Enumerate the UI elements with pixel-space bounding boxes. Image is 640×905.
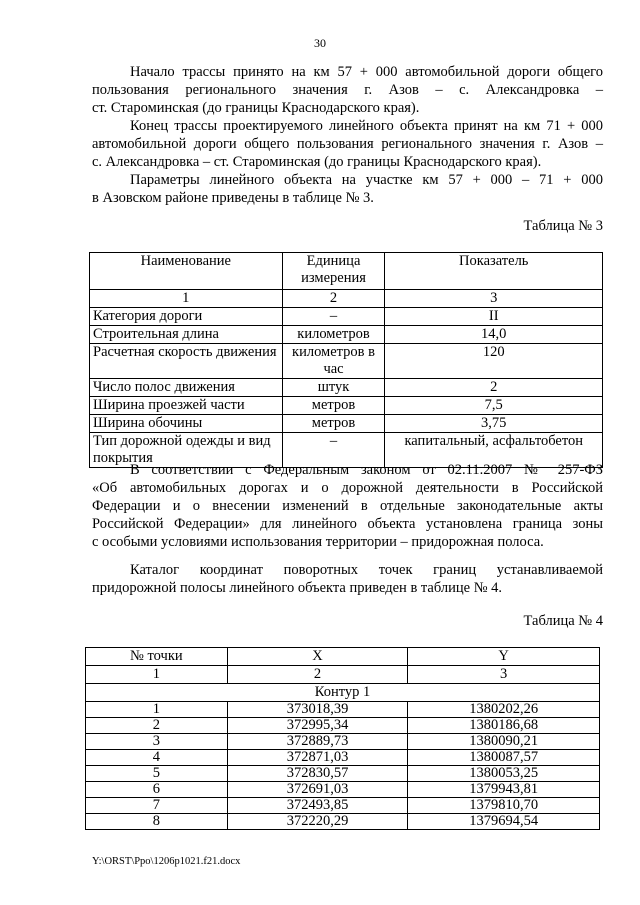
- param-name: Категория дороги: [90, 308, 283, 326]
- header-value: Показатель: [385, 253, 603, 290]
- param-name: Тип дорожной одежды и вид покрытия: [90, 433, 283, 468]
- x-coordinate: 372830,57: [227, 766, 408, 782]
- x-coordinate: 372995,34: [227, 718, 408, 734]
- text-line: Каталог координат поворотных точек границ устанавливаемой: [130, 562, 603, 578]
- text-line: придорожной полосы линейного объекта приведен в таблице № 4.: [92, 580, 503, 596]
- param-value: 2: [385, 379, 603, 397]
- table-row: [86, 814, 600, 830]
- x-coordinate: 372493,85: [227, 798, 408, 814]
- text-line: с. Александровка – ст. Староминская (до границы Краснодарского края).: [92, 154, 542, 170]
- table-row: [86, 798, 600, 814]
- point-number: 2: [86, 718, 228, 734]
- text-line: в Азовском районе приведены в таблице № 3.: [92, 190, 374, 206]
- table-4: [85, 647, 600, 830]
- column-number: 3: [385, 290, 603, 308]
- header-name: Наименование: [90, 253, 283, 290]
- x-coordinate: 372691,03: [227, 782, 408, 798]
- x-coordinate: 373018,39: [227, 702, 408, 718]
- point-number: 6: [86, 782, 228, 798]
- table-row: [86, 734, 600, 750]
- param-name: Расчетная скорость движения: [90, 344, 283, 379]
- y-coordinate: 1379810,70: [408, 798, 600, 814]
- param-unit: –: [282, 308, 385, 326]
- x-coordinate: 372871,03: [227, 750, 408, 766]
- contour-label: Контур 1: [86, 684, 600, 702]
- header-x: X: [227, 648, 408, 666]
- param-name: Число полос движения: [90, 379, 283, 397]
- table-row: [86, 782, 600, 798]
- table-header-row: [86, 648, 600, 666]
- y-coordinate: 1380090,21: [408, 734, 600, 750]
- contour-row: [86, 684, 600, 702]
- file-path-footer: Y:\ORST\Ppo\1206p1021.f21.docx: [92, 856, 241, 867]
- point-number: 4: [86, 750, 228, 766]
- text-line: Начало трассы принято на км 57 + 000 автомобильной дороги общего: [130, 64, 603, 80]
- y-coordinate: 1380087,57: [408, 750, 600, 766]
- text-line: Российской Федерации» для линейного объекта установлена граница зоны: [92, 516, 603, 532]
- param-name: Ширина проезжей части: [90, 397, 283, 415]
- text-line: автомобильной дороги общего пользования регионального значения г. Азов –: [92, 136, 603, 152]
- point-number: 7: [86, 798, 228, 814]
- paragraph-federal-law: [92, 461, 603, 551]
- paragraph-parameters: [92, 171, 603, 207]
- param-unit: штук: [282, 379, 385, 397]
- column-number: 3: [408, 666, 600, 684]
- point-number: 8: [86, 814, 228, 830]
- table-3: [89, 252, 603, 468]
- x-coordinate: 372220,29: [227, 814, 408, 830]
- x-coordinate: 372889,73: [227, 734, 408, 750]
- table-row: [90, 326, 603, 344]
- y-coordinate: 1379694,54: [408, 814, 600, 830]
- text-line: Конец трассы проектируемого линейного объекта принят на км 71 + 000: [130, 118, 603, 134]
- table-row: [86, 702, 600, 718]
- param-value: 7,5: [385, 397, 603, 415]
- param-unit: метров: [282, 397, 385, 415]
- y-coordinate: 1380186,68: [408, 718, 600, 734]
- text-line: Федерации и о внесении изменений в отдельные законодательные акты: [92, 498, 603, 514]
- column-numbers-row: [90, 290, 603, 308]
- table-row: [86, 750, 600, 766]
- column-numbers-row: [86, 666, 600, 684]
- table-row: [90, 308, 603, 326]
- page-number: 30: [314, 36, 326, 50]
- param-value: 14,0: [385, 326, 603, 344]
- column-number: 1: [86, 666, 228, 684]
- header-unit: Единица измерения: [282, 253, 385, 290]
- table-row: [86, 766, 600, 782]
- text-line: ст. Староминская (до границы Краснодарского края).: [92, 100, 420, 116]
- column-number: 2: [282, 290, 385, 308]
- table-row: [90, 397, 603, 415]
- text-line: «Об автомобильных дорогах и о дорожной деятельности в Российской: [92, 480, 603, 496]
- param-value: 120: [385, 344, 603, 379]
- param-name: Ширина обочины: [90, 415, 283, 433]
- param-unit: –: [282, 433, 385, 468]
- param-value: II: [385, 308, 603, 326]
- table3-caption: Таблица № 3: [523, 218, 603, 234]
- param-unit: метров: [282, 415, 385, 433]
- point-number: 1: [86, 702, 228, 718]
- y-coordinate: 1380202,26: [408, 702, 600, 718]
- header-y: Y: [408, 648, 600, 666]
- column-number: 2: [227, 666, 408, 684]
- param-unit: километров: [282, 326, 385, 344]
- table-row: [90, 379, 603, 397]
- paragraph-route-end: [92, 117, 603, 171]
- param-name: Строительная длина: [90, 326, 283, 344]
- y-coordinate: 1380053,25: [408, 766, 600, 782]
- table-row: [90, 415, 603, 433]
- text-line: В соответствии с Федеральным законом от 02.11.2007 № 257-ФЗ: [130, 462, 603, 478]
- point-number: 3: [86, 734, 228, 750]
- param-value: капитальный, асфальтобетон: [385, 433, 603, 468]
- table-header-row: [90, 253, 603, 290]
- header-point: № точки: [86, 648, 228, 666]
- table-row: [86, 718, 600, 734]
- param-unit: километров в час: [282, 344, 385, 379]
- column-number: 1: [90, 290, 283, 308]
- point-number: 5: [86, 766, 228, 782]
- table-row: [90, 344, 603, 379]
- paragraph-catalog: [92, 561, 603, 597]
- table4-caption: Таблица № 4: [523, 613, 603, 629]
- paragraph-route-start: [92, 63, 603, 117]
- text-line: Параметры линейного объекта на участке км 57 + 000 – 71 + 000: [130, 172, 603, 188]
- text-line: пользования регионального значения г. Азов – с. Александровка –: [92, 82, 603, 98]
- param-value: 3,75: [385, 415, 603, 433]
- y-coordinate: 1379943,81: [408, 782, 600, 798]
- text-line: с особыми условиями использования территории – придорожная полоса.: [92, 534, 544, 550]
